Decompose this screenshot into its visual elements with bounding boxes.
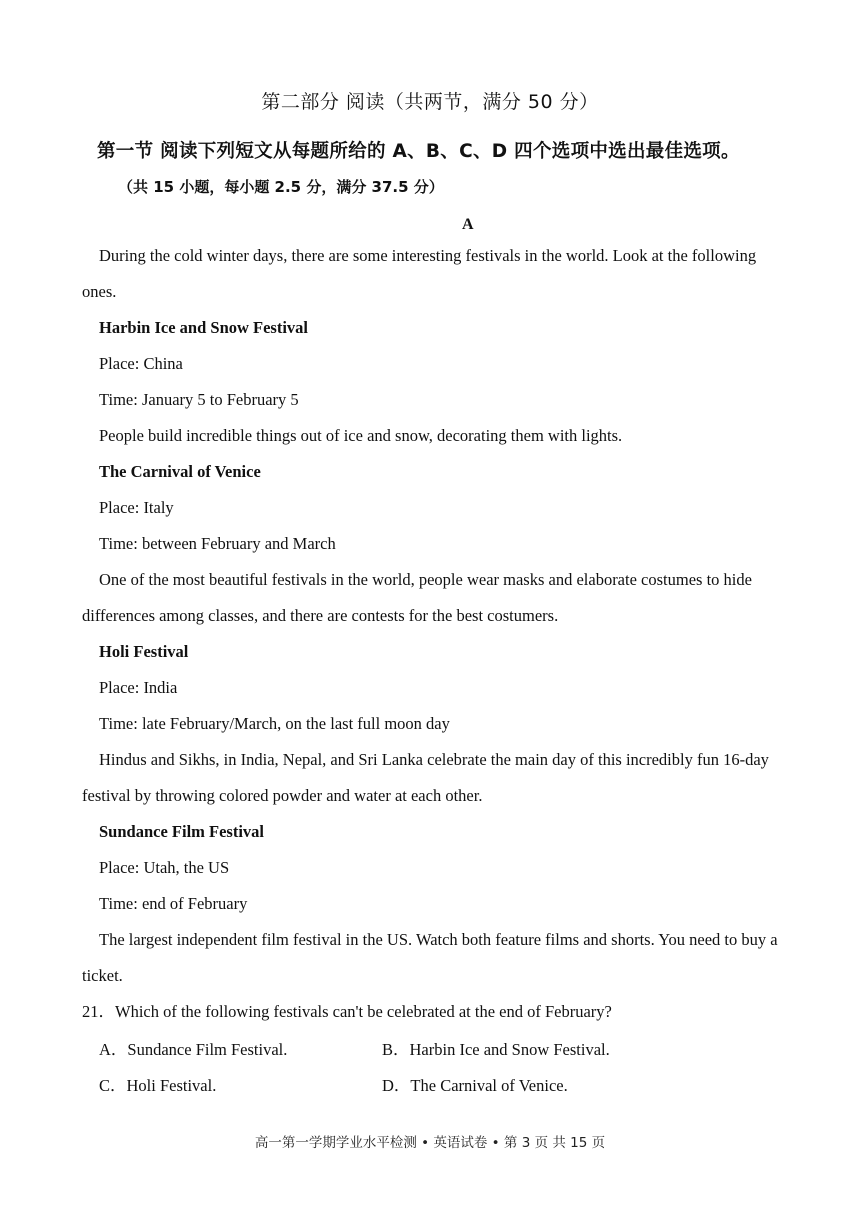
festival-description: One of the most beautiful festivals in the world, people wear masks and elaborate costumes to hide differences among classes, and there are contests for the best costumers.: [82, 570, 752, 625]
passage-label: A: [462, 216, 474, 233]
festival-description: People build incredible things out of ice and snow, decorating them with lights.: [99, 426, 623, 445]
options-row: [82, 1068, 782, 1104]
festival-description: Hindus and Sikhs, in India, Nepal, and Sri Lanka celebrate the main day of this incredibly fun 16-day festival by throwing colored powder and water at each other.: [82, 750, 769, 805]
option-d[interactable]: D．The Carnival of Venice.: [382, 1076, 568, 1095]
festival-name: The Carnival of Venice: [99, 462, 261, 481]
options-row: [82, 1032, 782, 1068]
passage-intro: During the cold winter days, there are some interesting festivals in the world. Look at the following ones.: [82, 246, 757, 301]
festival-place: Place: Utah, the US: [99, 858, 230, 877]
section-title: 第一节 阅读下列短文从每题所给的 A、B、C、D 四个选项中选出最佳选项。: [97, 141, 740, 162]
answer-options: [82, 1032, 782, 1104]
festival-time: Time: between February and March: [99, 534, 336, 553]
option-b[interactable]: B．Harbin Ice and Snow Festival.: [382, 1040, 610, 1059]
page-footer: 高一第一学期学业水平检测 • 英语试卷 • 第 3 页 共 15 页: [254, 1135, 606, 1151]
section-scoring-note: （共 15 小题，每小题 2.5 分，满分 37.5 分）: [118, 178, 444, 196]
passage-body: [82, 238, 782, 1030]
festival-description: The largest independent film festival in the US. Watch both feature films and shorts. You need to buy a ticket.: [82, 930, 778, 985]
festival-place: Place: China: [99, 354, 183, 373]
festival-time: Time: January 5 to February 5: [99, 390, 299, 409]
festival-place: Place: India: [99, 678, 178, 697]
festival-name: Holi Festival: [99, 642, 189, 661]
festival-name: Harbin Ice and Snow Festival: [99, 318, 309, 337]
part-title: 第二部分 阅读（共两节，满分 50 分）: [261, 91, 599, 113]
question-stem: 21．Which of the following festivals can't be celebrated at the end of February?: [82, 1002, 612, 1021]
festival-name: Sundance Film Festival: [99, 822, 265, 841]
option-a[interactable]: A．Sundance Film Festival.: [99, 1040, 288, 1059]
festival-time: Time: late February/March, on the last full moon day: [99, 714, 450, 733]
festival-place: Place: Italy: [99, 498, 174, 517]
festival-time: Time: end of February: [99, 894, 248, 913]
option-c[interactable]: C．Holi Festival.: [99, 1076, 217, 1095]
